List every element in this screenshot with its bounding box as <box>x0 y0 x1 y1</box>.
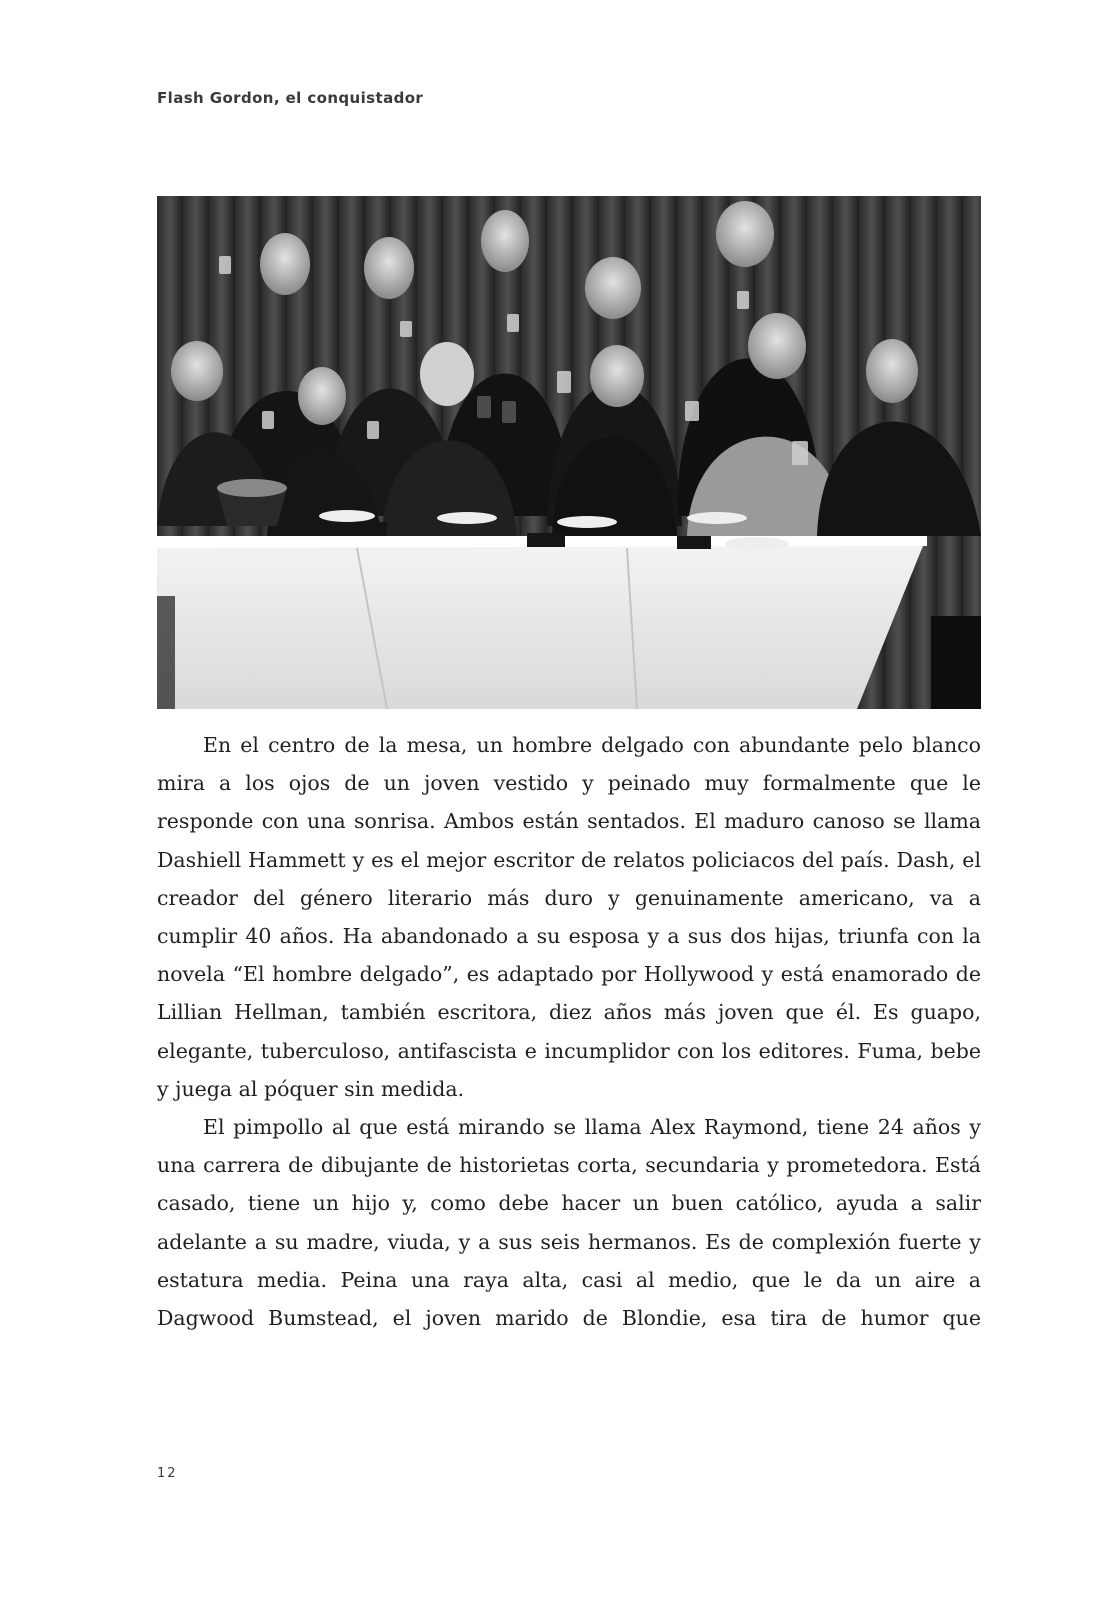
running-head-title: Flash Gordon, el conquistador <box>157 89 424 107</box>
paragraph-hammett: En el centro de la mesa, un hombre delgado con abundante pelo blanco mira a los ojos de un joven vestido y peinado muy formalmente que le responde con una sonrisa. Ambos están sentados. El maduro canoso se llama Dashiell Hammett y es el mejor escritor de relatos policiacos del país. Dash, el creador del género literario más duro y genuinamente americano, va a cumplir 40 años. Ha abandonado a su esposa y a sus dos hijas, triunfa con la novela “El hombre delgado”, es adaptado por Hollywood y está enamorado de Lillian Hellman, también escritora, diez años más joven que él. Es guapo, elegante, tuberculoso, antifascista e incumplidor con los editores. Fuma, bebe y juega al póquer sin medida. <box>157 733 981 1101</box>
paragraph-raymond: El pimpollo al que está mirando se llama Alex Raymond, tiene 24 años y una carrera de dibujante de historietas corta, secundaria y prometedora. Está casado, tiene un hijo y, como debe hacer un buen católico, ayuda a salir adelante a su madre, viuda, y a sus seis hermanos. Es de complexión fuerte y estatura media. Peina una raya alta, casi al medio, que le da un aire a Dagwood Bumstead, el joven marido de Blondie, esa tira de humor que <box>157 1115 981 1331</box>
body-text <box>157 726 981 1337</box>
page-number: 12 <box>157 1466 178 1481</box>
group-photograph <box>157 196 981 709</box>
photograph-icon <box>157 196 981 709</box>
